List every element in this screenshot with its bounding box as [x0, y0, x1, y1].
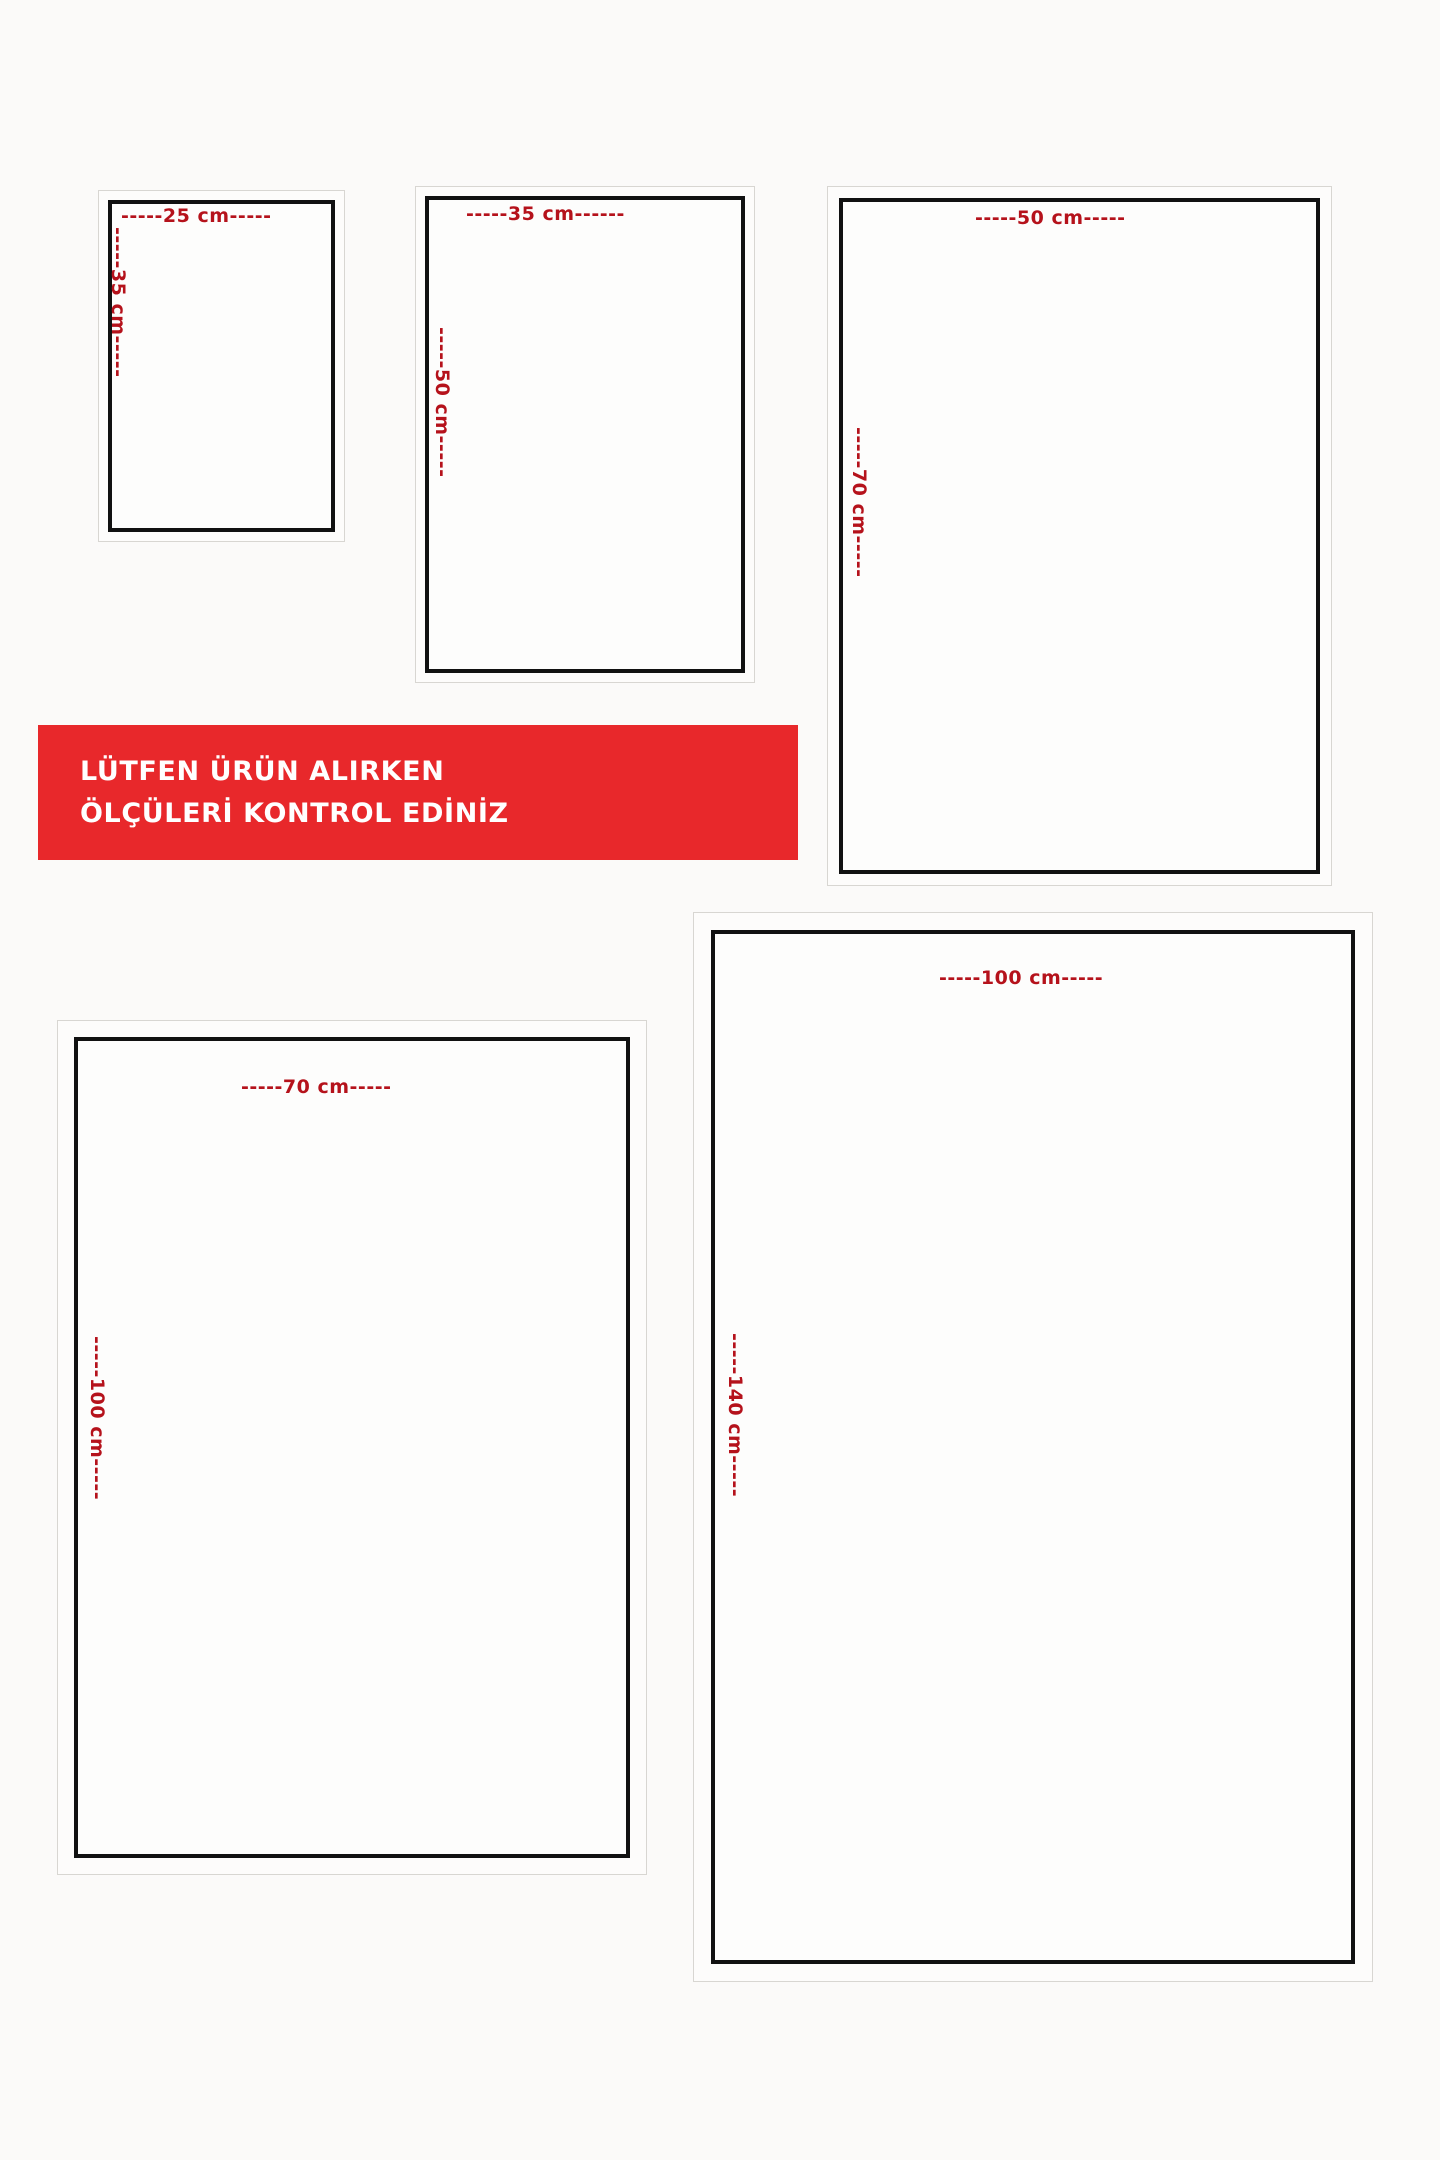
frame-25x35-inner	[108, 200, 335, 532]
frame-35x50-height-label: -----50 cm-----	[431, 327, 453, 478]
frame-25x35	[98, 190, 345, 542]
frame-35x50-width-label: -----35 cm------	[466, 203, 625, 225]
frame-25x35-width-label: -----25 cm-----	[121, 205, 272, 227]
frame-100x140-height-label: -----140 cm-----	[724, 1333, 746, 1498]
frame-70x100-inner	[74, 1037, 630, 1858]
frame-50x70	[827, 186, 1332, 886]
frame-70x100-width-label: -----70 cm-----	[241, 1076, 392, 1098]
frame-35x50	[415, 186, 755, 683]
frame-100x140-inner	[711, 930, 1355, 1964]
frame-100x140	[693, 912, 1373, 1982]
warning-banner-line-2: ÖLÇÜLERİ KONTROL EDİNİZ	[80, 797, 509, 829]
frame-35x50-inner	[425, 196, 745, 673]
frame-50x70-height-label: -----70 cm-----	[848, 427, 870, 578]
frame-50x70-width-label: -----50 cm-----	[975, 207, 1126, 229]
frame-70x100	[57, 1020, 647, 1875]
frame-70x100-height-label: -----100 cm-----	[86, 1336, 108, 1501]
warning-banner-line-1: LÜTFEN ÜRÜN ALIRKEN	[80, 755, 445, 787]
frame-25x35-height-label: -----35 cm-----	[107, 227, 129, 378]
warning-banner	[38, 725, 798, 860]
frame-50x70-inner	[839, 198, 1320, 874]
frame-100x140-width-label: -----100 cm-----	[939, 967, 1104, 989]
